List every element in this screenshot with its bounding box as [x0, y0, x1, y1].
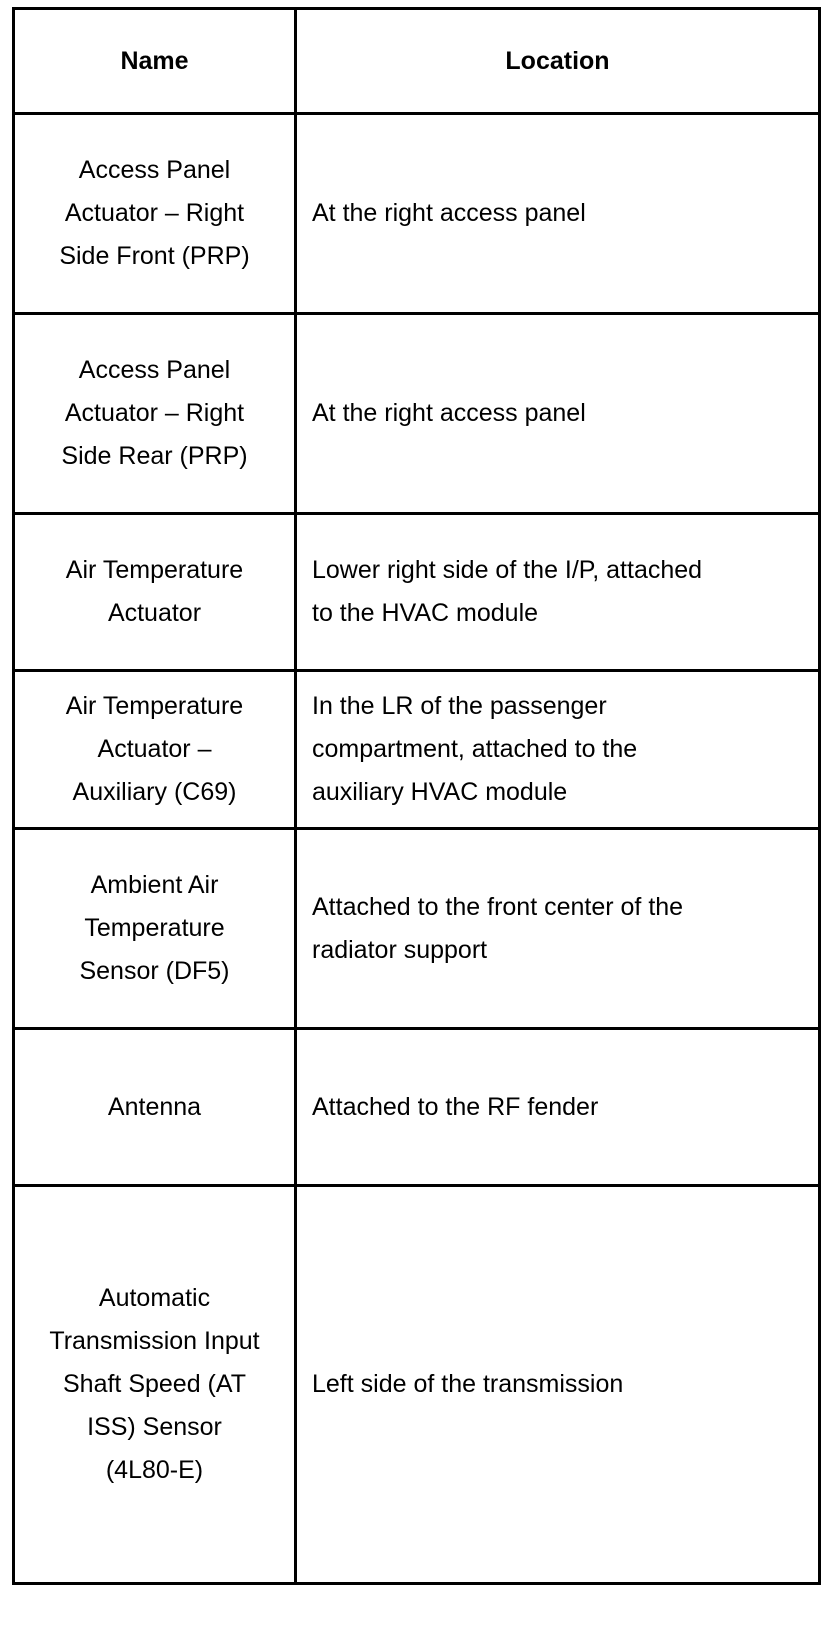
header-name: Name — [14, 9, 296, 114]
table-header-row — [14, 9, 820, 114]
table-row — [14, 829, 820, 1029]
component-name: Air Temperature Actuator – Auxiliary (C69) — [14, 671, 296, 829]
component-location-table — [12, 7, 821, 1585]
header-location: Location — [296, 9, 820, 114]
component-name: Access Panel Actuator – Right Side Front (PRP) — [14, 114, 296, 314]
table-row — [14, 114, 820, 314]
table-row — [14, 1029, 820, 1186]
component-location: Lower right side of the I/P, attached to the HVAC module — [296, 514, 820, 671]
component-name: Ambient Air Temperature Sensor (DF5) — [14, 829, 296, 1029]
table-row — [14, 314, 820, 514]
component-name: Antenna — [14, 1029, 296, 1186]
table-row — [14, 1186, 820, 1584]
component-name: Access Panel Actuator – Right Side Rear (PRP) — [14, 314, 296, 514]
component-location: At the right access panel — [296, 314, 820, 514]
table-row — [14, 514, 820, 671]
component-location: Attached to the RF fender — [296, 1029, 820, 1186]
component-name: Air Temperature Actuator — [14, 514, 296, 671]
table-row — [14, 671, 820, 829]
component-location: Attached to the front center of the radiator support — [296, 829, 820, 1029]
component-location: At the right access panel — [296, 114, 820, 314]
component-name: Automatic Transmission Input Shaft Speed (AT ISS) Sensor (4L80-E) — [14, 1186, 296, 1584]
component-location: In the LR of the passenger compartment, attached to the auxiliary HVAC module — [296, 671, 820, 829]
component-location: Left side of the transmission — [296, 1186, 820, 1584]
